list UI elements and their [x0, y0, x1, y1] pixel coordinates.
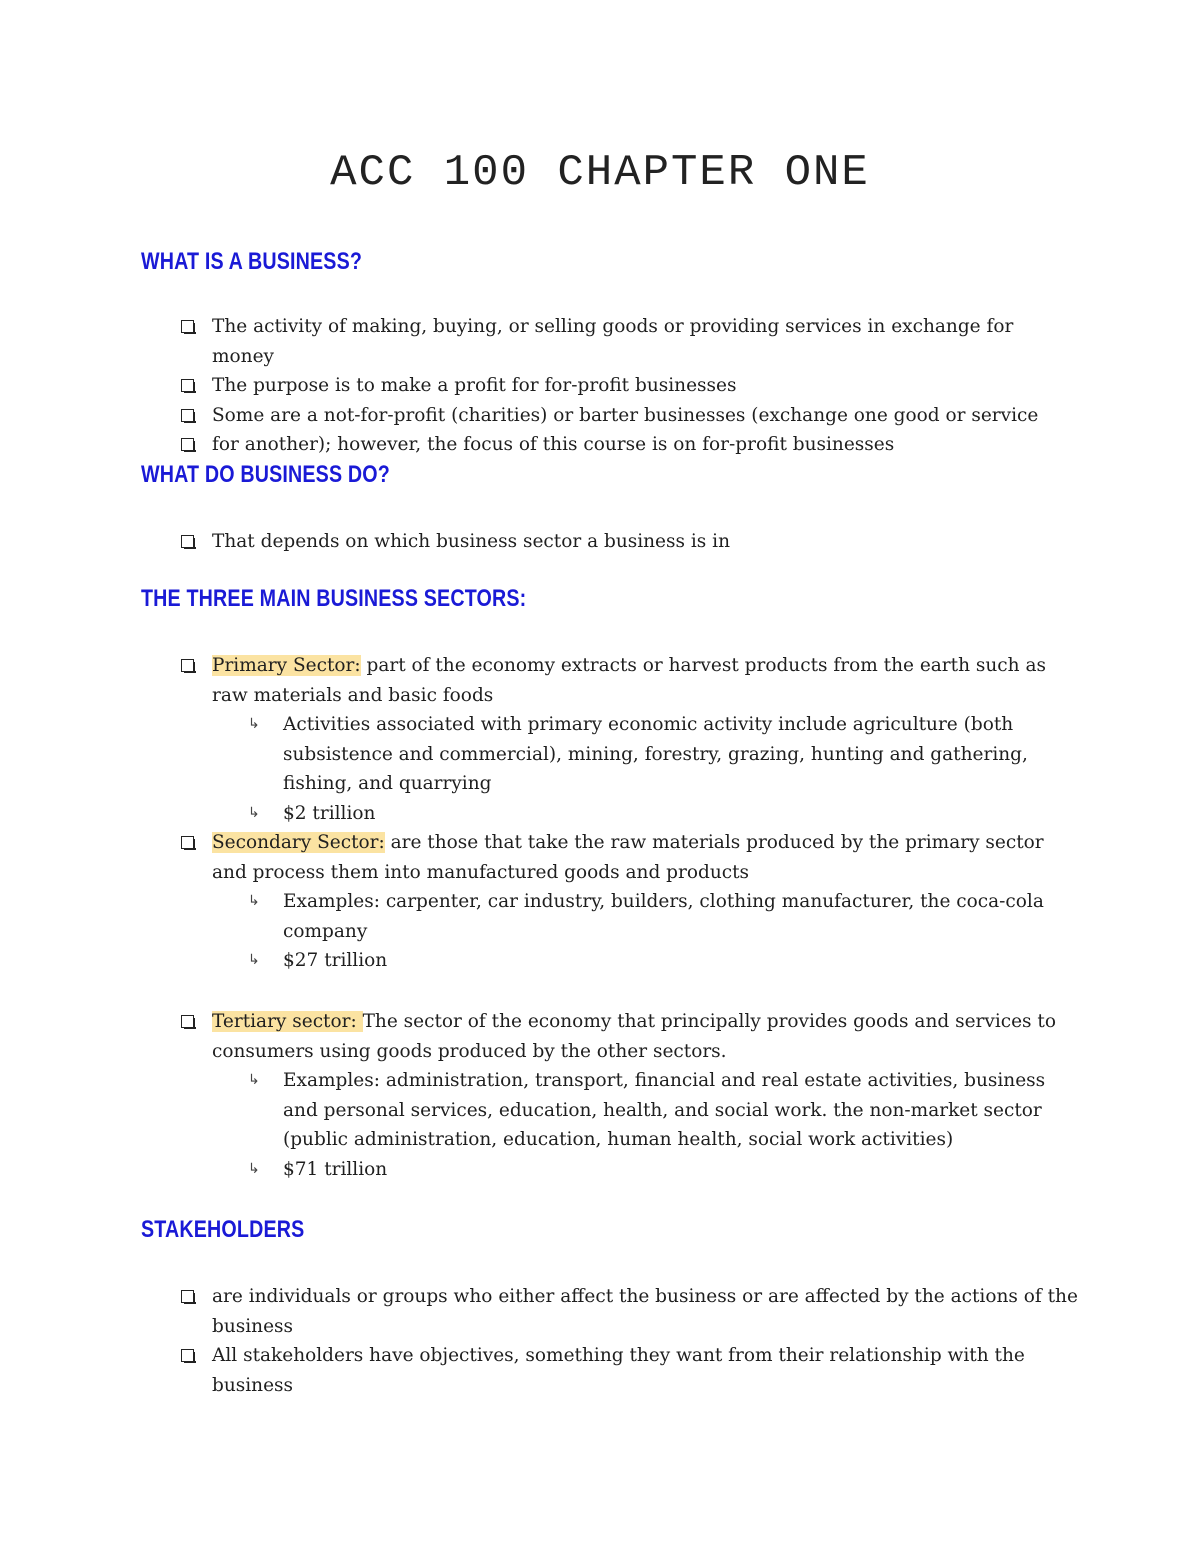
sub-list-item: ↳ $27 trillion	[243, 946, 1081, 976]
list-item: Tertiary sector: The sector of the economy that principally provides goods and services to consumers using goods produced by the other sectors. ↳ Examples: administration, transport, financial and real estate activities, business and personal services, education, health, and social work. the non-market sector (public administration, education, human health, social work activities) ↳ $71 trillion	[181, 1007, 1081, 1184]
checkbox-bullet-icon	[181, 379, 194, 392]
sector-secondary	[181, 828, 1081, 976]
section-heading-what-do-business-do: WHAT DO BUSINESS DO?	[141, 461, 390, 488]
sub-list-item: ↳ Activities associated with primary economic activity include agriculture (both subsistence and commercial), mining, forestry, grazing, hunting and gathering, fishing, and quarrying	[243, 710, 1081, 799]
list-item: That depends on which business sector a business is in	[181, 527, 1081, 557]
sector-tertiary	[181, 1007, 1081, 1184]
checkbox-bullet-icon	[181, 1290, 194, 1303]
checkbox-bullet-icon	[181, 659, 194, 672]
sub-list	[212, 887, 1081, 976]
sub-list-item: ↳ $2 trillion	[243, 799, 1081, 829]
return-arrow-icon: ↳	[248, 893, 260, 909]
checkbox-bullet-icon	[181, 438, 194, 451]
section-heading-stakeholders: STAKEHOLDERS	[141, 1216, 305, 1243]
sub-list-item: ↳ Examples: carpenter, car industry, builders, clothing manufacturer, the coca-cola company	[243, 887, 1081, 946]
section-heading-business-sectors: THE THREE MAIN BUSINESS SECTORS:	[141, 585, 527, 612]
sub-list	[212, 1066, 1081, 1184]
checkbox-bullet-icon	[181, 836, 194, 849]
sector-label-highlight: Secondary Sector:	[212, 832, 385, 853]
list-item: All stakeholders have objectives, something they want from their relationship with the business	[181, 1341, 1081, 1400]
sub-list	[212, 710, 1081, 828]
checkbox-bullet-icon	[181, 409, 194, 422]
checkbox-bullet-icon	[181, 535, 194, 548]
list-item: The activity of making, buying, or selling goods or providing services in exchange for money	[181, 312, 1081, 371]
return-arrow-icon: ↳	[248, 716, 260, 732]
sub-list-item: ↳ Examples: administration, transport, financial and real estate activities, business and personal services, education, health, and social work. the non-market sector (public administration, education, human health, social work activities)	[243, 1066, 1081, 1155]
checkbox-bullet-icon	[181, 1349, 194, 1362]
section-heading-what-is-a-business: WHAT IS A BUSINESS?	[141, 248, 363, 275]
return-arrow-icon: ↳	[248, 1072, 260, 1088]
sub-list-item: ↳ $71 trillion	[243, 1155, 1081, 1185]
bullet-list	[181, 527, 1081, 557]
bullet-list	[181, 1282, 1081, 1400]
sector-label-highlight: Primary Sector:	[212, 655, 361, 676]
list-item: Primary Sector: part of the economy extracts or harvest products from the earth such as raw materials and basic foods ↳ Activities associated with primary economic activity include agriculture (both subsistence and commercial), mining, forestry, grazing, hunting and gathering, fishing, and quarrying ↳ $2 trillion	[181, 651, 1081, 828]
list-item: Secondary Sector: are those that take the raw materials produced by the primary sector and process them into manufactured goods and products ↳ Examples: carpenter, car industry, builders, clothing manufacturer, the coca-cola company ↳ $27 trillion	[181, 828, 1081, 976]
list-item: for another); however, the focus of this course is on for-profit businesses	[181, 430, 1081, 460]
bullet-list	[181, 312, 1081, 460]
checkbox-bullet-icon	[181, 320, 194, 333]
checkbox-bullet-icon	[181, 1015, 194, 1028]
sector-label-highlight: Tertiary sector:	[212, 1011, 363, 1032]
return-arrow-icon: ↳	[248, 952, 260, 968]
return-arrow-icon: ↳	[248, 1160, 260, 1177]
list-item: Some are a not-for-profit (charities) or barter businesses (exchange one good or service	[181, 401, 1081, 431]
return-arrow-icon: ↳	[248, 804, 260, 821]
document-title: ACC 100 CHAPTER ONE	[330, 148, 870, 198]
sector-primary	[181, 651, 1081, 828]
list-item: are individuals or groups who either affect the business or are affected by the actions of the business	[181, 1282, 1081, 1341]
list-item: The purpose is to make a profit for for-profit businesses	[181, 371, 1081, 401]
